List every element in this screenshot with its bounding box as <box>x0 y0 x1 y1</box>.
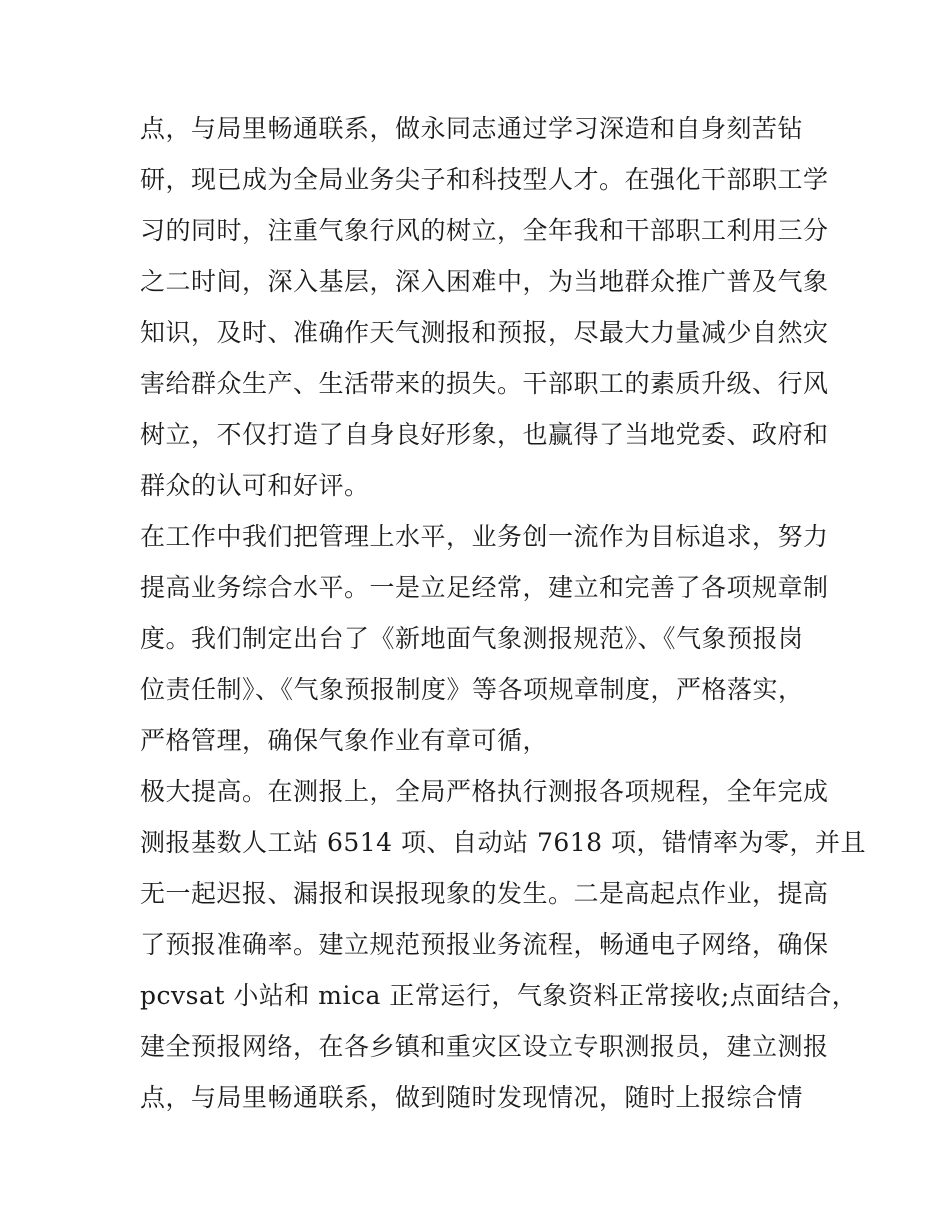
text-line: 群众的认可和好评。 <box>140 471 370 500</box>
text-line: 研，现已成为全局业务尖子和科技型人才。在强化干部职工学 <box>140 165 829 194</box>
text-line: 建全预报网络，在各乡镇和重灾区设立专职测报员，建立测报 <box>140 1032 829 1061</box>
text-line: 点，与局里畅通联系，做永同志通过学习深造和自身刻苦钻 <box>140 114 804 143</box>
text-line: 无一起迟报、漏报和误报现象的发生。二是高起点作业，提高 <box>140 879 829 908</box>
text-line: 严格管理，确保气象作业有章可循， <box>140 726 549 755</box>
text-line: 提高业务综合水平。一是立足经常，建立和完善了各项规章制 <box>140 573 829 602</box>
text-line: 测报基数人工站 6514 项、自动站 7618 项，错情率为零，并且 <box>140 828 867 857</box>
text-line: 度。我们制定出台了《新地面气象测报规范》、《气象预报岗 <box>140 624 804 653</box>
text-line: 习的同时，注重气象行风的树立，全年我和干部职工利用三分 <box>140 216 829 245</box>
text-line: 树立，不仅打造了自身良好形象，也赢得了当地党委、政府和 <box>140 420 829 449</box>
text-line: 点，与局里畅通联系，做到随时发现情况，随时上报综合情 <box>140 1083 804 1112</box>
text-line: pcvsat 小站和 mica 正常运行，气象资料正常接收;点面结合， <box>140 981 858 1010</box>
text-line: 知识，及时、准确作天气测报和预报，尽最大力量减少自然灾 <box>140 318 829 347</box>
text-line: 了预报准确率。建立规范预报业务流程，畅通电子网络，确保 <box>140 930 829 959</box>
text-line: 极大提高。在测报上，全局严格执行测报各项规程，全年完成 <box>140 777 829 806</box>
text-line: 害给群众生产、生活带来的损失。干部职工的素质升级、行风 <box>140 369 829 398</box>
body-text <box>140 103 867 1123</box>
text-line: 在工作中我们把管理上水平，业务创一流作为目标追求，努力 <box>140 522 829 551</box>
text-line: 之二时间，深入基层，深入困难中，为当地群众推广普及气象 <box>140 267 829 296</box>
text-line: 位责任制》、《气象预报制度》等各项规章制度，严格落实， <box>140 675 804 704</box>
